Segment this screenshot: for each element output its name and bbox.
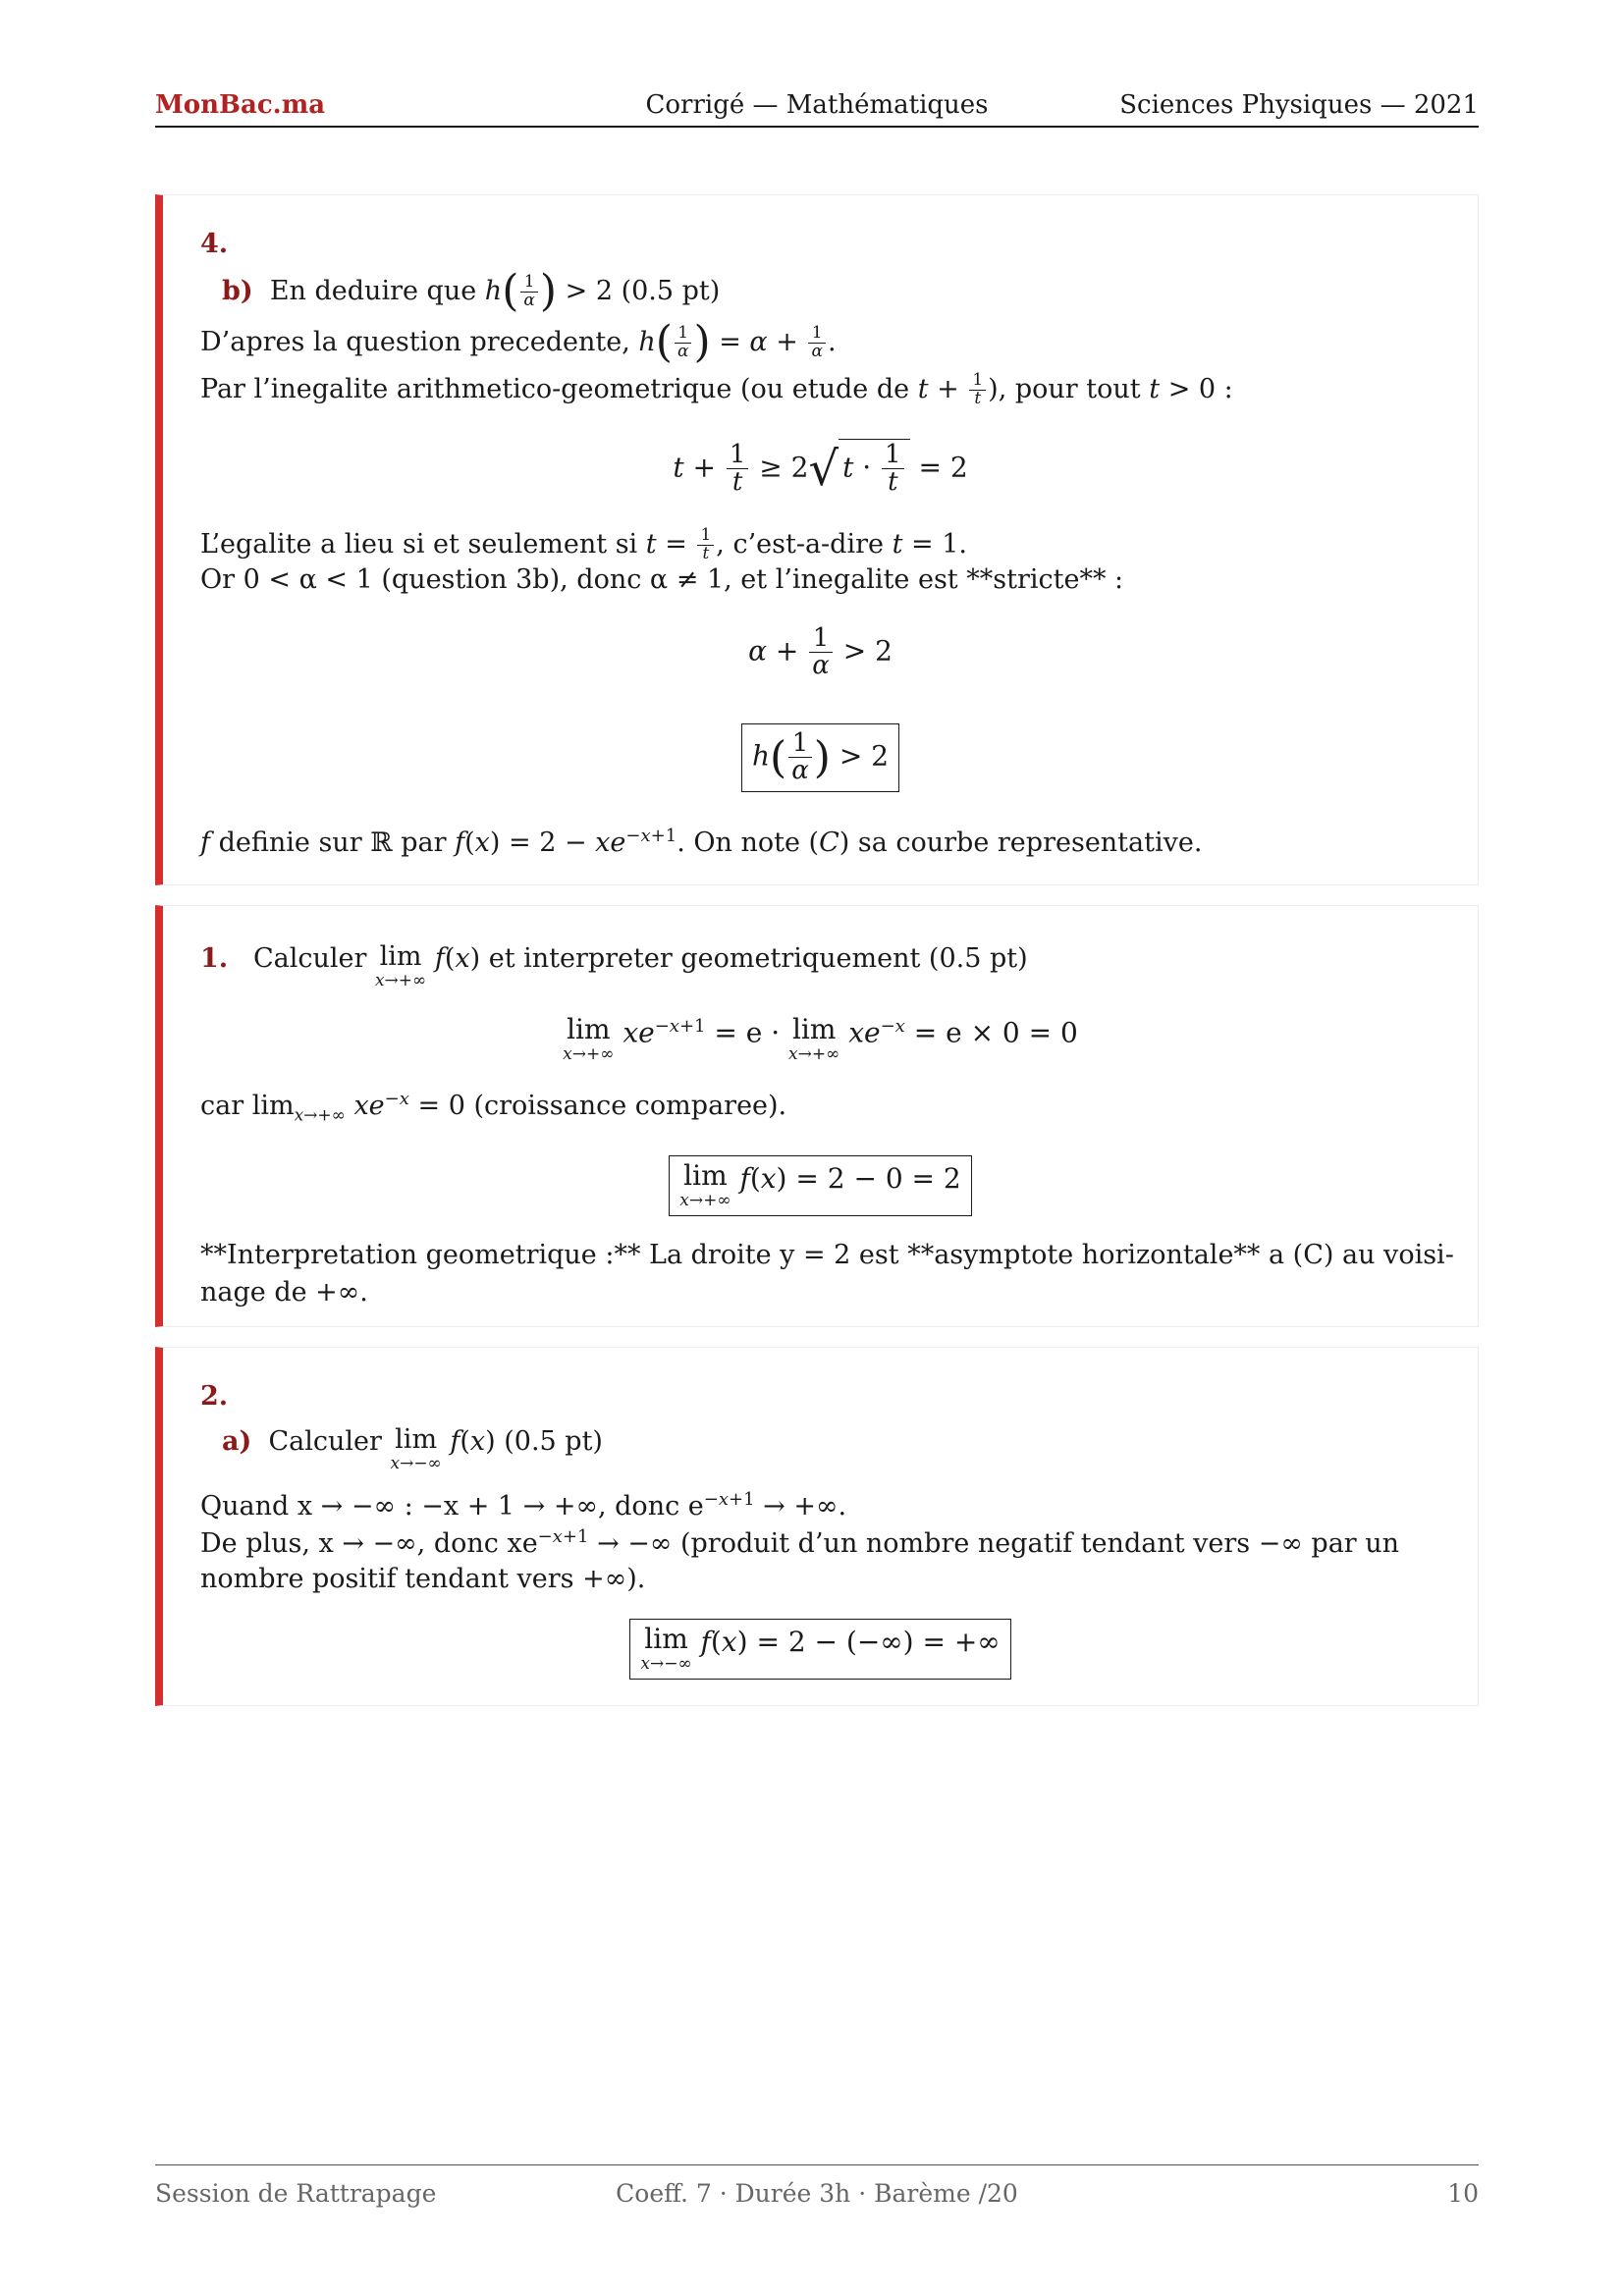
- header-brand[interactable]: MonBac.ma: [155, 90, 326, 120]
- text-line: nombre positif tendant vers +∞).: [200, 1564, 646, 1594]
- equation-am-gm: t + $\frac{1}{t}$ ≥ 2√ t · $\frac{1}{t}$ = 2: [673, 440, 968, 498]
- exercise-box-1: [155, 905, 1479, 1327]
- text-line: **Interpretation geometrique :** La droite y = 2 est **asymptote horizontale** a (C) au voisi-: [200, 1240, 1454, 1270]
- header-subject: Corrigé — Mathématiques: [645, 90, 989, 120]
- footer-meta: Coeff. 7 · Durée 3h · Barème /20: [616, 2179, 1018, 2208]
- text-line: nage de +∞.: [200, 1277, 368, 1308]
- boxed-result: lim x→+∞ f(x) = 2 − 0 = 2: [163, 1155, 1478, 1216]
- text-line: De plus, x → −∞, donc $xe^{-x+1}$ → −∞ (produit d’un nombre negatif tendant vers −∞ par un: [200, 1526, 1400, 1559]
- text-line: Quand x → −∞ : −x + 1 → +∞, donc $e^{-x+1}$ → +∞.: [200, 1489, 847, 1522]
- question-2a: a) Calculer lim x→−∞ f(x) (0.5 pt): [222, 1424, 603, 1473]
- question-4b: b) En deduire que h( $\frac{1}{\alpha}$ ) > 2 (0.5 pt): [222, 266, 721, 316]
- exercise-box-2a: [155, 1347, 1479, 1706]
- header-exam: Sciences Physiques — 2021: [1119, 90, 1479, 120]
- question-number: 4.: [200, 229, 229, 259]
- question-1: 1. Calculer lim x→+∞ f(x) et interpreter geometriquement (0.5 pt): [200, 941, 1028, 990]
- page-number: 10: [1447, 2179, 1479, 2208]
- equation-alpha: α + $\frac{1}{\alpha}$ > 2: [748, 623, 893, 681]
- footer-session: Session de Rattrapage: [155, 2179, 437, 2208]
- equation-limit: lim x→+∞ $xe^{-x+1} = e \cdot \lim$ x→+∞ $xe^{-x} = e \times 0 = 0$: [563, 1013, 1078, 1064]
- boxed-result: h( $\frac{1}{\alpha}$ ) > 2: [163, 723, 1478, 792]
- boxed-result: lim x→−∞ f(x) = 2 − (−∞) = +∞: [163, 1619, 1478, 1680]
- text-line: D’apres la question precedente, h( $\frac{1}{\alpha}$ ) = α + $\frac{1}{\alpha}$ .: [200, 317, 837, 367]
- text-line: car $\lim_{x\to+\infty} xe^{-x} = 0$ (croissance comparee).: [200, 1089, 787, 1126]
- page-header: [155, 90, 1479, 128]
- text-line: Par l’inegalite arithmetico-geometrique (ou etude de t + $\frac{1}{t}$ ), pour tout t > 0 :: [200, 370, 1233, 408]
- question-number: 2.: [200, 1381, 229, 1412]
- page-footer: [155, 2164, 1479, 2208]
- function-definition: f definie sur ℝ par $f(x) = 2 - xe^{-x+1}$. On note (C) sa courbe representative.: [200, 826, 1203, 858]
- exercise-box-4b: [155, 194, 1479, 885]
- text-line: Or 0 < α < 1 (question 3b), donc α ≠ 1, et l’inegalite est **stricte** :: [200, 564, 1124, 595]
- text-line: L’egalite a lieu si et seulement si t = $\frac{1}{t}$ , c’est-a-dire t = 1.: [200, 525, 967, 563]
